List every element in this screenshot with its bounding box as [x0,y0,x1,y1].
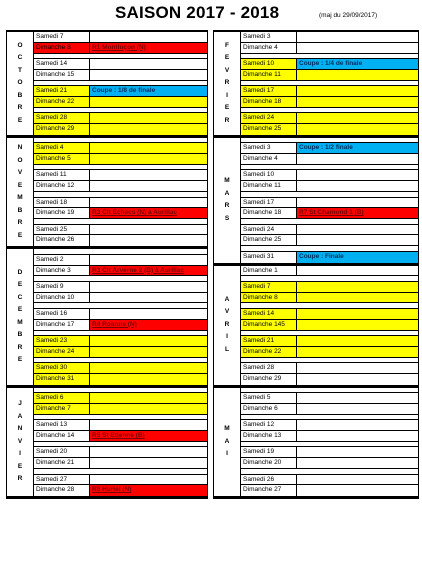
day-row [34,336,207,347]
day-row [241,252,418,263]
month-letter: V [224,308,230,316]
event-cell: Coupe : Finale [297,252,418,263]
event-cell [90,347,207,357]
day-label: Dimanche 21 [34,458,90,468]
day-label: Dimanche 4 [241,154,297,164]
day-row [241,347,418,358]
event-cell [297,235,418,245]
day-row [241,59,418,70]
day-rows [240,388,418,496]
event-cell [90,198,207,208]
day-row [241,266,418,277]
event-cell [90,113,207,123]
event-cell [90,420,207,430]
event-cell [90,255,207,265]
day-row [241,225,418,236]
event-cell [297,458,418,468]
event-cell: R3 Clt Arverne 2 (B) à Aurillac [90,266,207,276]
event-cell [297,32,418,42]
month-letter: B [17,206,23,214]
day-label: Samedi 23 [34,336,90,346]
month-letter: M [224,177,230,185]
month-block-fevrier [213,31,419,136]
event-cell [90,32,207,42]
event-cell [90,447,207,457]
event-cell [297,447,418,457]
day-row [34,32,207,43]
day-label: Dimanche 17 [34,320,90,330]
day-label: Samedi 10 [241,59,297,69]
day-row [34,255,207,266]
day-label: Samedi 7 [241,282,297,292]
day-label: Dimanche 22 [34,97,90,107]
day-row [34,198,207,209]
day-label: Samedi 25 [34,225,90,235]
day-row [34,363,207,374]
month-letter: A [224,295,230,303]
month-letter: O [17,79,23,87]
month-name [7,138,33,246]
day-label: Samedi 2 [34,255,90,265]
month-name [214,32,240,135]
day-row [241,475,418,486]
month-letter: E [17,231,23,239]
event-cell [297,154,418,164]
day-row [34,485,207,496]
day-row [34,43,207,54]
day-label: Samedi 5 [241,393,297,403]
event-cell [297,420,418,430]
day-rows [240,266,418,385]
month-letter: A [224,189,230,197]
event-cell: R1 Montluçon (N) [90,43,207,53]
day-row [34,347,207,358]
month-block-janvier [6,386,208,497]
day-label: Samedi 21 [241,336,297,346]
day-row [241,485,418,496]
day-label: Dimanche 29 [241,374,297,385]
day-row [34,59,207,70]
day-label: Dimanche 28 [34,485,90,496]
event-cell [297,70,418,80]
day-label: Dimanche 25 [241,235,297,245]
day-label: Dimanche 27 [241,485,297,496]
day-row [34,235,207,246]
day-row [34,404,207,415]
month-letter: I [226,333,228,341]
day-label: Samedi 30 [34,363,90,373]
month-letter: O [17,156,23,164]
event-cell [297,225,418,235]
month-letter: A [17,412,23,420]
day-row [241,320,418,331]
month-letter: M [17,194,23,202]
day-row [34,181,207,192]
day-row [241,374,418,385]
month-letter: R [17,219,23,227]
month-letter: I [226,91,228,99]
event-cell [297,181,418,191]
day-row [241,293,418,304]
event-cell [297,347,418,357]
event-cell: R3 Clt Echecs (N) à Aurillac [90,208,207,218]
day-row [241,143,418,154]
event-cell: R4 Roanne (N) [90,320,207,330]
day-label: Dimanche 31 [34,374,90,385]
event-cell [90,458,207,468]
month-letter: R [224,79,230,87]
day-row [34,320,207,331]
event-cell [90,181,207,191]
day-row [34,208,207,219]
day-row [34,447,207,458]
day-label: Dimanche 11 [241,181,297,191]
event-cell: Coupe : 1/8 de finale [90,86,207,96]
month-block-mai [213,386,419,497]
day-row [34,475,207,486]
event-cell [90,59,207,69]
event-cell [297,293,418,303]
event-cell [297,475,418,485]
day-row [241,43,418,54]
day-label: Samedi 14 [34,59,90,69]
month-block-novembre [6,136,208,247]
day-label: Dimanche 15 [34,70,90,80]
day-row [34,113,207,124]
month-letter: E [17,116,23,124]
event-cell: R5 St Etienne (B) [90,431,207,441]
day-row [241,154,418,165]
month-name [214,388,240,496]
event-cell [297,43,418,53]
right-column [213,30,419,499]
month-letter: E [17,181,23,189]
day-label: Dimanche 22 [241,347,297,357]
day-label: Samedi 7 [34,32,90,42]
day-label: Dimanche 18 [241,208,297,218]
month-letter: E [224,104,230,112]
day-row [34,266,207,277]
month-letter: T [18,66,22,74]
event-cell [297,320,418,330]
day-label: Dimanche 18 [241,97,297,107]
day-label: Samedi 12 [241,420,297,430]
month-letter: E [17,281,23,289]
day-label: Dimanche 20 [241,458,297,468]
event-cell [90,336,207,346]
day-label: Samedi 6 [34,393,90,403]
month-letter: J [18,400,22,408]
day-label: Samedi 17 [241,198,297,208]
day-row [34,431,207,442]
day-label: Dimanche 13 [241,431,297,441]
day-row [241,124,418,135]
event-cell [297,336,418,346]
day-row [241,363,418,374]
event-cell [297,113,418,123]
day-label: Samedi 9 [34,282,90,292]
day-label: Samedi 16 [34,309,90,319]
month-letter: B [17,331,23,339]
month-letter: E [17,356,23,364]
month-letter: A [224,437,230,445]
month-letter: R [17,343,23,351]
day-rows [33,388,207,496]
day-label: Dimanche 5 [34,154,90,164]
event-cell [297,485,418,496]
month-letter: R [224,320,230,328]
day-row [34,86,207,97]
day-label: Dimanche 25 [241,124,297,135]
day-label: Samedi 13 [34,420,90,430]
day-row [34,170,207,181]
day-rows [33,138,207,246]
day-row [34,282,207,293]
day-label: Dimanche 10 [34,293,90,303]
day-row [241,336,418,347]
event-cell [297,282,418,292]
day-row [34,225,207,236]
day-rows [240,32,418,135]
event-cell [297,170,418,180]
day-row [34,393,207,404]
day-label: Samedi 18 [34,198,90,208]
day-label: Dimanche 14 [34,431,90,441]
day-row [34,154,207,165]
day-label: Dimanche 6 [241,404,297,414]
month-letter: L [225,345,229,353]
left-column [6,30,208,499]
day-row [241,208,418,219]
event-cell [297,86,418,96]
event-cell [90,124,207,135]
event-cell [90,143,207,153]
month-name [214,266,240,385]
event-cell [297,431,418,441]
month-letter: V [224,66,230,74]
month-name [7,388,33,496]
day-label: Dimanche 26 [34,235,90,246]
day-label: Dimanche 8 [241,293,297,303]
event-cell [297,124,418,135]
event-cell: R6 Huriel (N) [90,485,207,496]
event-cell [297,309,418,319]
event-cell [90,282,207,292]
month-name [7,249,33,384]
day-label: Samedi 24 [241,225,297,235]
event-cell [90,309,207,319]
day-label: Dimanche 8 [34,43,90,53]
day-label: Dimanche 11 [241,70,297,80]
event-cell [297,393,418,403]
day-row [241,97,418,108]
month-letter: E [224,54,230,62]
event-cell [297,266,418,276]
month-letter: R [224,116,230,124]
day-row [241,181,418,192]
day-label: Dimanche 7 [34,404,90,414]
day-row [241,113,418,124]
day-rows [240,138,418,263]
day-row [34,309,207,320]
event-cell [297,404,418,414]
month-block-decembre [6,247,208,385]
day-label: Samedi 3 [241,143,297,153]
day-label: Dimanche 3 [34,266,90,276]
day-row [241,458,418,469]
day-label: Samedi 14 [241,309,297,319]
month-letter: V [17,437,23,445]
day-row [241,420,418,431]
day-row [34,143,207,154]
month-letter: C [17,54,23,62]
day-row [34,70,207,81]
day-row [241,282,418,293]
day-row [241,170,418,181]
day-rows [33,249,207,384]
event-cell [90,363,207,373]
month-letter: N [17,144,23,152]
month-letter: S [224,214,230,222]
day-row [34,420,207,431]
day-row [241,32,418,43]
day-row [34,374,207,385]
day-row [241,198,418,209]
day-row [34,97,207,108]
month-letter: O [17,41,23,49]
day-label: Dimanche 12 [34,181,90,191]
event-cell [90,475,207,485]
month-letter: I [226,450,228,458]
event-cell [90,393,207,403]
event-cell [90,404,207,414]
day-label: Samedi 27 [34,475,90,485]
event-cell [297,198,418,208]
day-row [241,431,418,442]
event-cell: R7 St Chamond 1 (B) [297,208,418,218]
event-cell [90,225,207,235]
month-letter: R [17,104,23,112]
day-label: Samedi 3 [241,32,297,42]
event-cell [297,363,418,373]
day-label: Samedi 26 [241,475,297,485]
month-block-octobre [6,31,208,136]
month-letter: R [17,475,23,483]
month-name [7,32,33,135]
event-cell [90,154,207,164]
day-label: Samedi 4 [34,143,90,153]
event-cell: Coupe : 1/2 finale [297,143,418,153]
day-label: Samedi 19 [241,447,297,457]
event-cell [90,70,207,80]
page-title: SAISON 2017 - 2018 [115,3,280,22]
month-letter: M [224,425,230,433]
month-block-avril [213,264,419,386]
month-letter: M [17,318,23,326]
month-letter: E [17,462,23,470]
day-row [241,70,418,81]
month-letter: B [17,91,23,99]
month-letter: R [224,202,230,210]
day-label: Samedi 24 [241,113,297,123]
event-cell [297,374,418,385]
month-name [214,138,240,263]
day-label: Samedi 20 [34,447,90,457]
month-letter: I [19,450,21,458]
event-cell: Coupe : 1/4 de finale [297,59,418,69]
event-cell [90,235,207,246]
event-cell [90,374,207,385]
month-letter: E [17,306,23,314]
day-label: Samedi 28 [241,363,297,373]
event-cell [297,97,418,107]
day-row [241,309,418,320]
day-label: Dimanche 4 [241,43,297,53]
month-block-mars [213,136,419,264]
day-label: Dimanche 1 [241,266,297,276]
day-label: Samedi 10 [241,170,297,180]
month-letter: N [17,425,23,433]
day-label: Samedi 28 [34,113,90,123]
day-label: Dimanche 19 [34,208,90,218]
day-row [241,404,418,415]
day-row [241,447,418,458]
day-row [241,235,418,246]
event-cell [90,97,207,107]
day-label: Samedi 11 [34,170,90,180]
month-letter: V [17,169,23,177]
day-row [34,124,207,135]
month-letter: C [17,293,23,301]
update-date: (maj du 29/09/2017) [319,12,378,19]
day-row [34,458,207,469]
day-row [34,293,207,304]
day-rows [33,32,207,135]
day-label: Dimanche 24 [34,347,90,357]
event-cell [90,170,207,180]
event-cell [90,293,207,303]
month-letter: D [17,268,23,276]
day-row [241,86,418,97]
day-label: Samedi 17 [241,86,297,96]
day-row [241,393,418,404]
month-letter: F [225,41,229,49]
day-label: Samedi 21 [34,86,90,96]
day-label: Dimanche 145 [241,320,297,330]
day-label: Dimanche 29 [34,124,90,135]
day-label: Samedi 31 [241,252,297,263]
